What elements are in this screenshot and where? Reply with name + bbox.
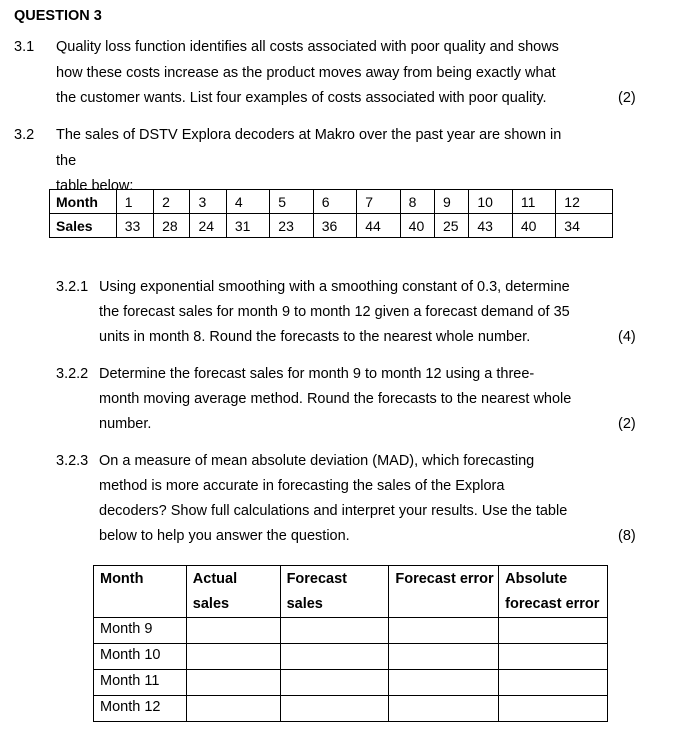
month-cell: 6 bbox=[313, 190, 356, 214]
question-number-3-2-2: 3.2.2 bbox=[56, 366, 89, 382]
sales-cell: 33 bbox=[116, 214, 153, 238]
text-line: The sales of DSTV Explora decoders at Makro over the past year are shown in the bbox=[56, 127, 562, 169]
question-title: QUESTION 3 bbox=[14, 8, 102, 24]
question-number-3-2-3: 3.2.3 bbox=[56, 453, 89, 469]
month-cell: 1 bbox=[116, 190, 153, 214]
sales-table bbox=[49, 189, 613, 238]
sales-table-sales-row bbox=[50, 214, 613, 238]
header-line: Forecast error bbox=[395, 571, 494, 587]
month-header-cell: Month bbox=[50, 190, 117, 214]
forecast-error-column-header bbox=[389, 566, 499, 618]
answer-cell bbox=[186, 670, 280, 696]
month-label-cell: Month 10 bbox=[94, 644, 187, 670]
header-line: sales bbox=[192, 596, 230, 612]
sales-cell: 28 bbox=[154, 214, 190, 238]
answer-cell bbox=[389, 644, 499, 670]
text-line: table below: bbox=[56, 178, 134, 194]
answer-cell bbox=[499, 670, 608, 696]
question-number-3-1: 3.1 bbox=[14, 39, 35, 55]
mad-table-header-row bbox=[94, 566, 608, 618]
marks-3-2-1: (4) bbox=[618, 329, 636, 345]
answer-cell bbox=[186, 618, 280, 644]
month-cell: 9 bbox=[435, 190, 469, 214]
text-line: Quality loss function identifies all costs associated with poor quality and shows bbox=[56, 39, 559, 55]
sales-table-month-row bbox=[50, 190, 613, 214]
month-label-cell: Month 9 bbox=[94, 618, 187, 644]
answer-cell bbox=[389, 670, 499, 696]
text-line: the forecast sales for month 9 to month 12 given a forecast demand of 35 bbox=[99, 304, 570, 320]
answer-cell bbox=[389, 696, 499, 722]
header-line: Absolute bbox=[505, 571, 568, 587]
sales-cell: 40 bbox=[400, 214, 434, 238]
text-line: month moving average method. Round the forecasts to the nearest whole bbox=[99, 391, 572, 407]
answer-cell bbox=[280, 618, 389, 644]
answer-cell bbox=[280, 644, 389, 670]
answer-cell bbox=[280, 670, 389, 696]
text-line: On a measure of mean absolute deviation (MAD), which forecasting bbox=[99, 453, 535, 469]
sales-cell: 40 bbox=[512, 214, 555, 238]
month-label-cell: Month 12 bbox=[94, 696, 187, 722]
header-line: sales bbox=[286, 596, 323, 612]
sales-cell: 31 bbox=[226, 214, 269, 238]
text-line: the customer wants. List four examples of costs associated with poor quality. bbox=[56, 90, 547, 106]
sales-cell: 36 bbox=[313, 214, 356, 238]
sales-cell: 24 bbox=[190, 214, 226, 238]
text-line: decoders? Show full calculations and interpret your results. Use the table bbox=[99, 503, 568, 519]
question-3-2-2-text bbox=[99, 362, 574, 437]
header-line: Actual bbox=[192, 571, 238, 587]
month-cell: 10 bbox=[469, 190, 512, 214]
text-line: how these costs increase as the product moves away from being exactly what bbox=[56, 64, 556, 81]
sales-cell: 25 bbox=[435, 214, 469, 238]
answer-cell bbox=[499, 644, 608, 670]
header-line: forecast error bbox=[505, 596, 600, 612]
sales-cell: 44 bbox=[357, 214, 400, 238]
answer-cell bbox=[499, 618, 608, 644]
table-row bbox=[94, 618, 608, 644]
text-line: units in month 8. Round the forecasts to the nearest whole number. bbox=[99, 329, 531, 345]
question-number-3-2: 3.2 bbox=[14, 127, 35, 143]
month-cell: 12 bbox=[556, 190, 613, 214]
mad-answer-table bbox=[93, 565, 608, 722]
month-column-header bbox=[94, 566, 187, 618]
question-number-3-2-1: 3.2.1 bbox=[56, 279, 89, 295]
text-line: Using exponential smoothing with a smoothing constant of 0.3, determine bbox=[99, 279, 570, 295]
marks-3-2-3: (8) bbox=[618, 528, 636, 544]
month-cell: 11 bbox=[512, 190, 555, 214]
header-line: Month bbox=[100, 571, 144, 587]
sales-cell: 34 bbox=[556, 214, 613, 238]
month-cell: 5 bbox=[270, 190, 313, 214]
text-line: method is more accurate in forecasting the sales of the Explora bbox=[99, 478, 505, 494]
answer-cell bbox=[389, 618, 499, 644]
answer-cell bbox=[186, 644, 280, 670]
forecast-sales-column-header bbox=[280, 566, 389, 618]
answer-cell bbox=[280, 696, 389, 722]
month-cell: 3 bbox=[190, 190, 226, 214]
marks-3-1: (2) bbox=[618, 90, 636, 106]
text-line: number. bbox=[99, 416, 152, 432]
month-cell: 2 bbox=[154, 190, 190, 214]
month-cell: 7 bbox=[357, 190, 400, 214]
month-cell: 8 bbox=[400, 190, 434, 214]
text-line: below to help you answer the question. bbox=[99, 528, 350, 544]
question-3-2-3-text bbox=[99, 449, 574, 549]
table-row bbox=[94, 696, 608, 722]
sales-cell: 43 bbox=[469, 214, 512, 238]
absolute-forecast-error-column-header bbox=[499, 566, 608, 618]
text-line: Determine the forecast sales for month 9 to month 12 using a three- bbox=[99, 366, 535, 382]
marks-3-2-2: (2) bbox=[618, 416, 636, 432]
table-row bbox=[94, 670, 608, 696]
sales-cell: 23 bbox=[270, 214, 313, 238]
month-cell: 4 bbox=[226, 190, 269, 214]
answer-cell bbox=[186, 696, 280, 722]
header-line: Forecast bbox=[286, 571, 348, 587]
table-row bbox=[94, 644, 608, 670]
question-3-2-1-text bbox=[99, 275, 574, 350]
answer-cell bbox=[499, 696, 608, 722]
question-3-1-text bbox=[56, 35, 576, 112]
month-label-cell: Month 11 bbox=[94, 670, 187, 696]
sales-header-cell: Sales bbox=[50, 214, 117, 238]
actual-sales-column-header bbox=[186, 566, 280, 618]
